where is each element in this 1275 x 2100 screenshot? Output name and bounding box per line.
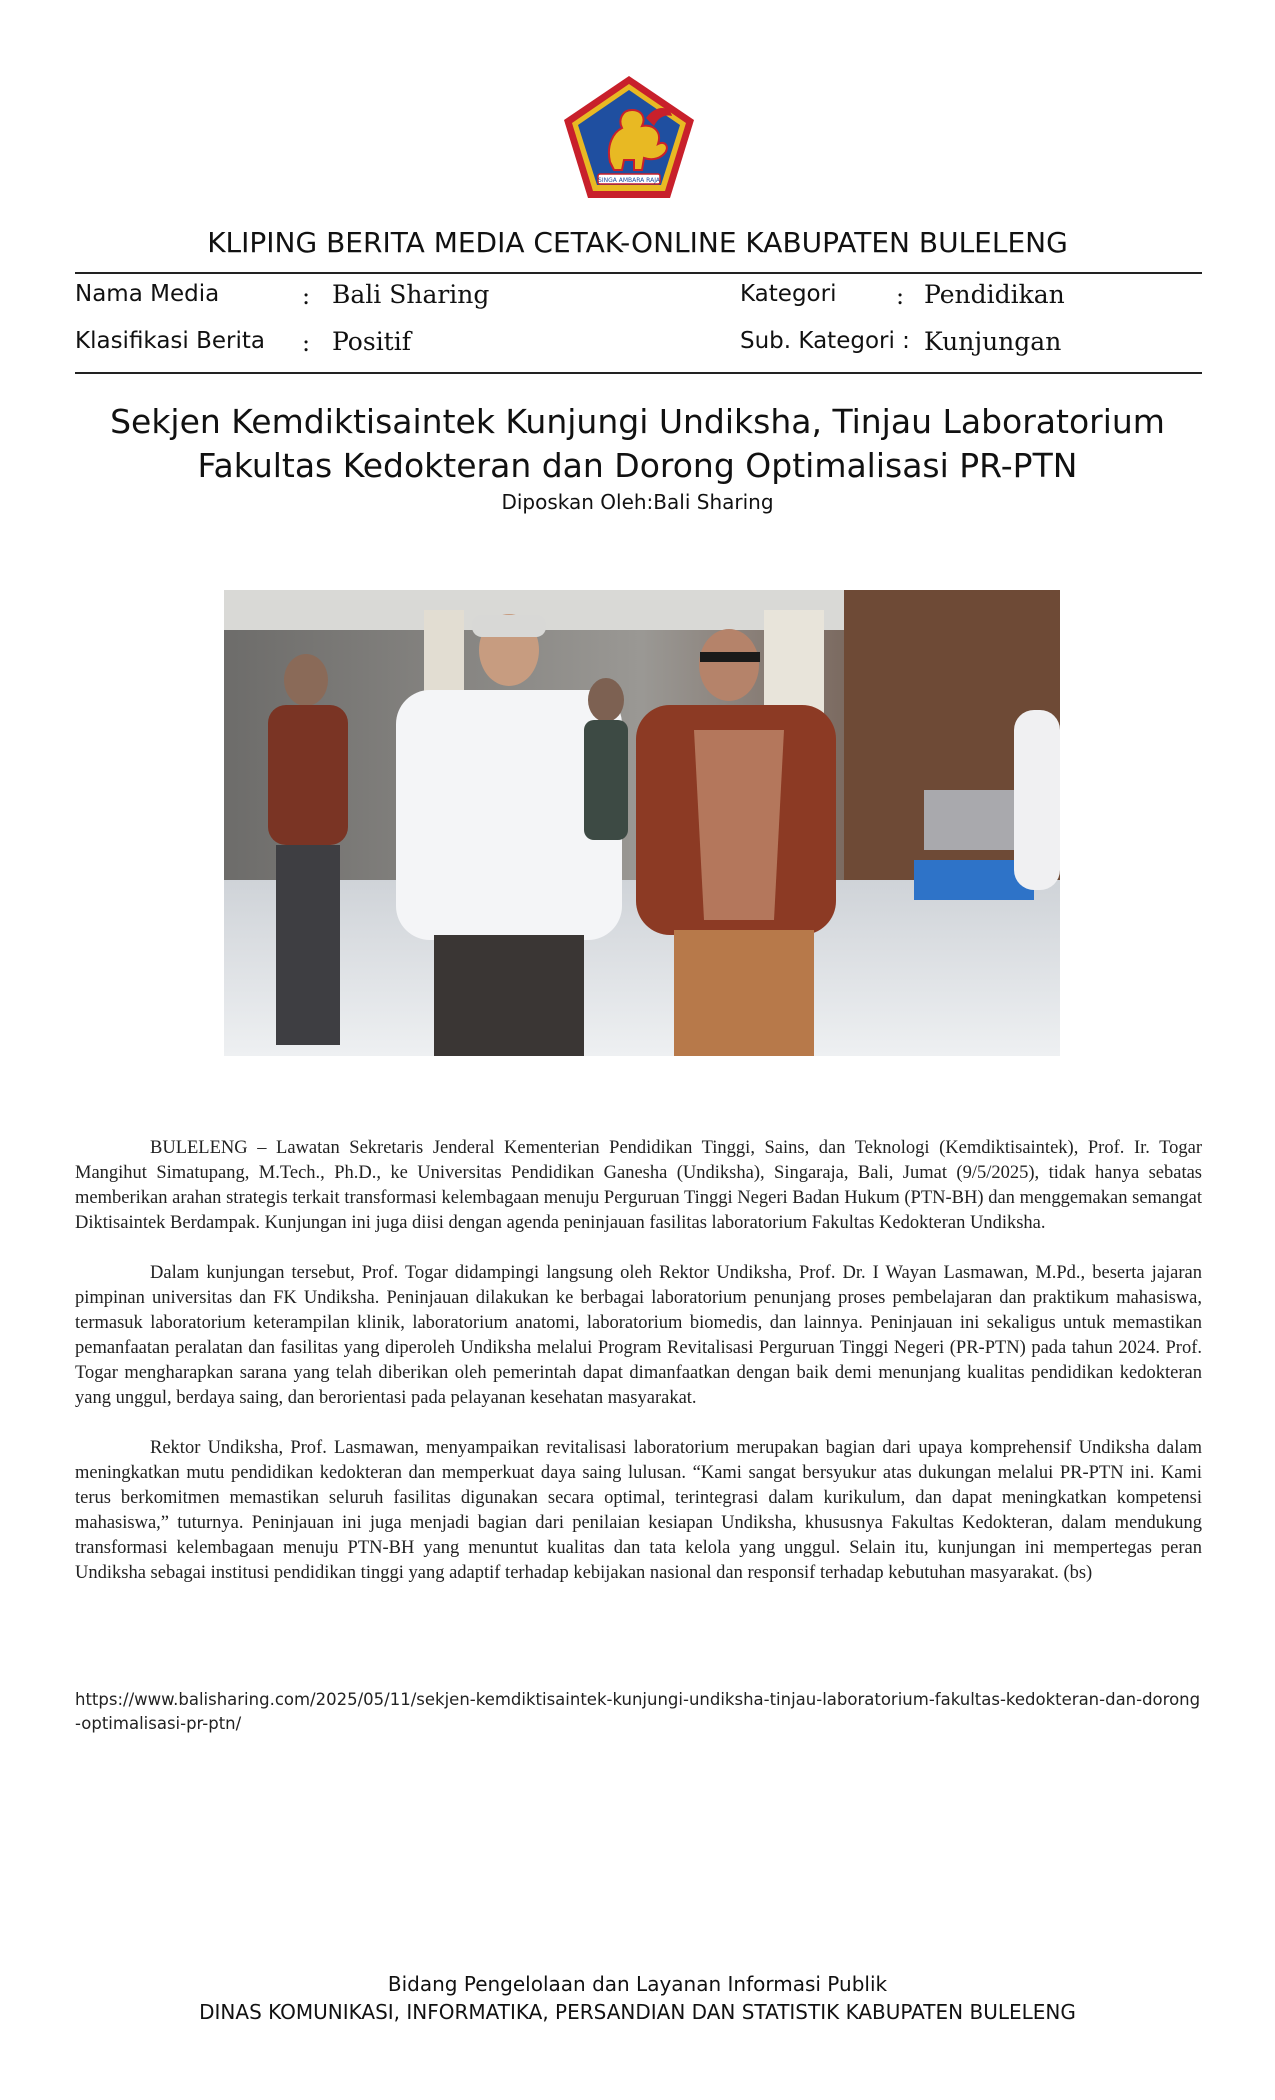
posted-by: Diposkan Oleh:Bali Sharing [501, 490, 774, 514]
kategori-colon: : [896, 282, 905, 310]
source-url[interactable]: https://www.balisharing.com/2025/05/11/sekjen-kemdiktisaintek-kunjungi-undiksha-tinjau-laboratorium-fakultas-kedokteran-dan-dorong-optimalisasi-pr-ptn/ [75, 1690, 1201, 1733]
kabupaten-logo [562, 74, 696, 200]
media-colon: : [302, 282, 311, 310]
logo-ribbon-text: SINGA AMBARA RAJA [598, 177, 660, 184]
header-bottom-rule [75, 372, 1202, 374]
article-title-line-1: Sekjen Kemdiktisaintek Kunjungi Undiksha, Tinjau Laboratorium [110, 402, 1165, 441]
klasifikasi-label: Klasifikasi Berita [75, 328, 266, 354]
article-title [60, 400, 1215, 488]
kategori-value: Pendidikan [924, 280, 1065, 309]
clipping-header-title: KLIPING BERITA MEDIA CETAK-ONLINE KABUPATEN BULELENG [207, 226, 1068, 259]
subkategori-value: Kunjungan [924, 327, 1062, 356]
media-value: Bali Sharing [332, 280, 490, 309]
header-top-rule [75, 272, 1202, 274]
kategori-label: Kategori [740, 281, 837, 307]
footer-agency: DINAS KOMUNIKASI, INFORMATIKA, PERSANDIAN DAN STATISTIK KABUPATEN BULELENG [199, 2000, 1076, 2024]
klasifikasi-colon: : [302, 329, 311, 357]
media-label: Nama Media [75, 281, 220, 307]
article-photo [224, 590, 1060, 1056]
subkategori-label: Sub. Kategori : [740, 328, 910, 354]
article-body [75, 1136, 1202, 1611]
article-paragraph-3: Rektor Undiksha, Prof. Lasmawan, menyampaikan revitalisasi laboratorium merupakan bagian dari upaya komprehensif Undiksha dalam meningkatkan mutu pendidikan kedokteran dan memperkuat daya saing lulusan. “Kami sangat bersyukur atas dukungan melalui PR-PTN ini. Kami terus berkomitmen memastikan seluruh fasilitas digunakan secara optimal, terintegrasi dalam kurikulum, dan dapat meningkatkan kompetensi mahasiswa,” tuturnya. Peninjauan ini juga menjadi bagian dari penilaian kesiapan Undiksha, khususnya Fakultas Kedokteran, dalam mendukung transformasi kelembagaan menuju PTN-BH yang menuntut kualitas dan tata kelola yang unggul. Selain itu, kunjungan ini mempertegas peran Undiksha sebagai institusi pendidikan tinggi yang adaptif terhadap kebijakan nasional dan responsif terhadap kebutuhan masyarakat. (bs) [75, 1438, 1202, 1583]
footer-division: Bidang Pengelolaan dan Layanan Informasi Publik [387, 1972, 888, 1996]
article-paragraph-2: Dalam kunjungan tersebut, Prof. Togar didampingi langsung oleh Rektor Undiksha, Prof. Dr. I Wayan Lasmawan, M.Pd., beserta jajaran pimpinan universitas dan FK Undiksha. Peninjauan dilakukan ke berbagai laboratorium penunjang proses pembelajaran dan praktikum mahasiswa, termasuk laboratorium keterampilan klinik, laboratorium anatomi, laboratorium biomedis, dan lainnya. Peninjauan ini sekaligus untuk memastikan pemanfaatan peralatan dan fasilitas yang diperoleh Undiksha melalui Program Revitalisasi Perguruan Tinggi Negeri (PR-PTN) pada tahun 2024. Prof. Togar mengharapkan sarana yang telah diberikan oleh pemerintah dapat dimanfaatkan dengan baik demi menunjang kualitas pendidikan kedokteran yang unggul, berdaya saing, dan berorientasi pada pelayanan kesehatan masyarakat. [75, 1263, 1202, 1408]
klasifikasi-value: Positif [332, 327, 411, 356]
article-title-line-2: Fakultas Kedokteran dan Dorong Optimalisasi PR-PTN [197, 446, 1078, 485]
article-paragraph-1: BULELENG – Lawatan Sekretaris Jenderal Kementerian Pendidikan Tinggi, Sains, dan Teknologi (Kemdiktisaintek), Prof. Ir. Togar Mangihut Simatupang, M.Tech., Ph.D., ke Universitas Pendidikan Ganesha (Undiksha), Singaraja, Bali, Jumat (9/5/2025), tidak hanya sebatas memberikan arahan strategis terkait transformasi kelembagaan menuju Perguruan Tinggi Negeri Badan Hukum (PTN-BH) dan menggemakan semangat Diktisaintek Berdampak. Kunjungan ini juga diisi dengan agenda peninjauan fasilitas laboratorium Fakultas Kedokteran Undiksha. [75, 1138, 1202, 1233]
